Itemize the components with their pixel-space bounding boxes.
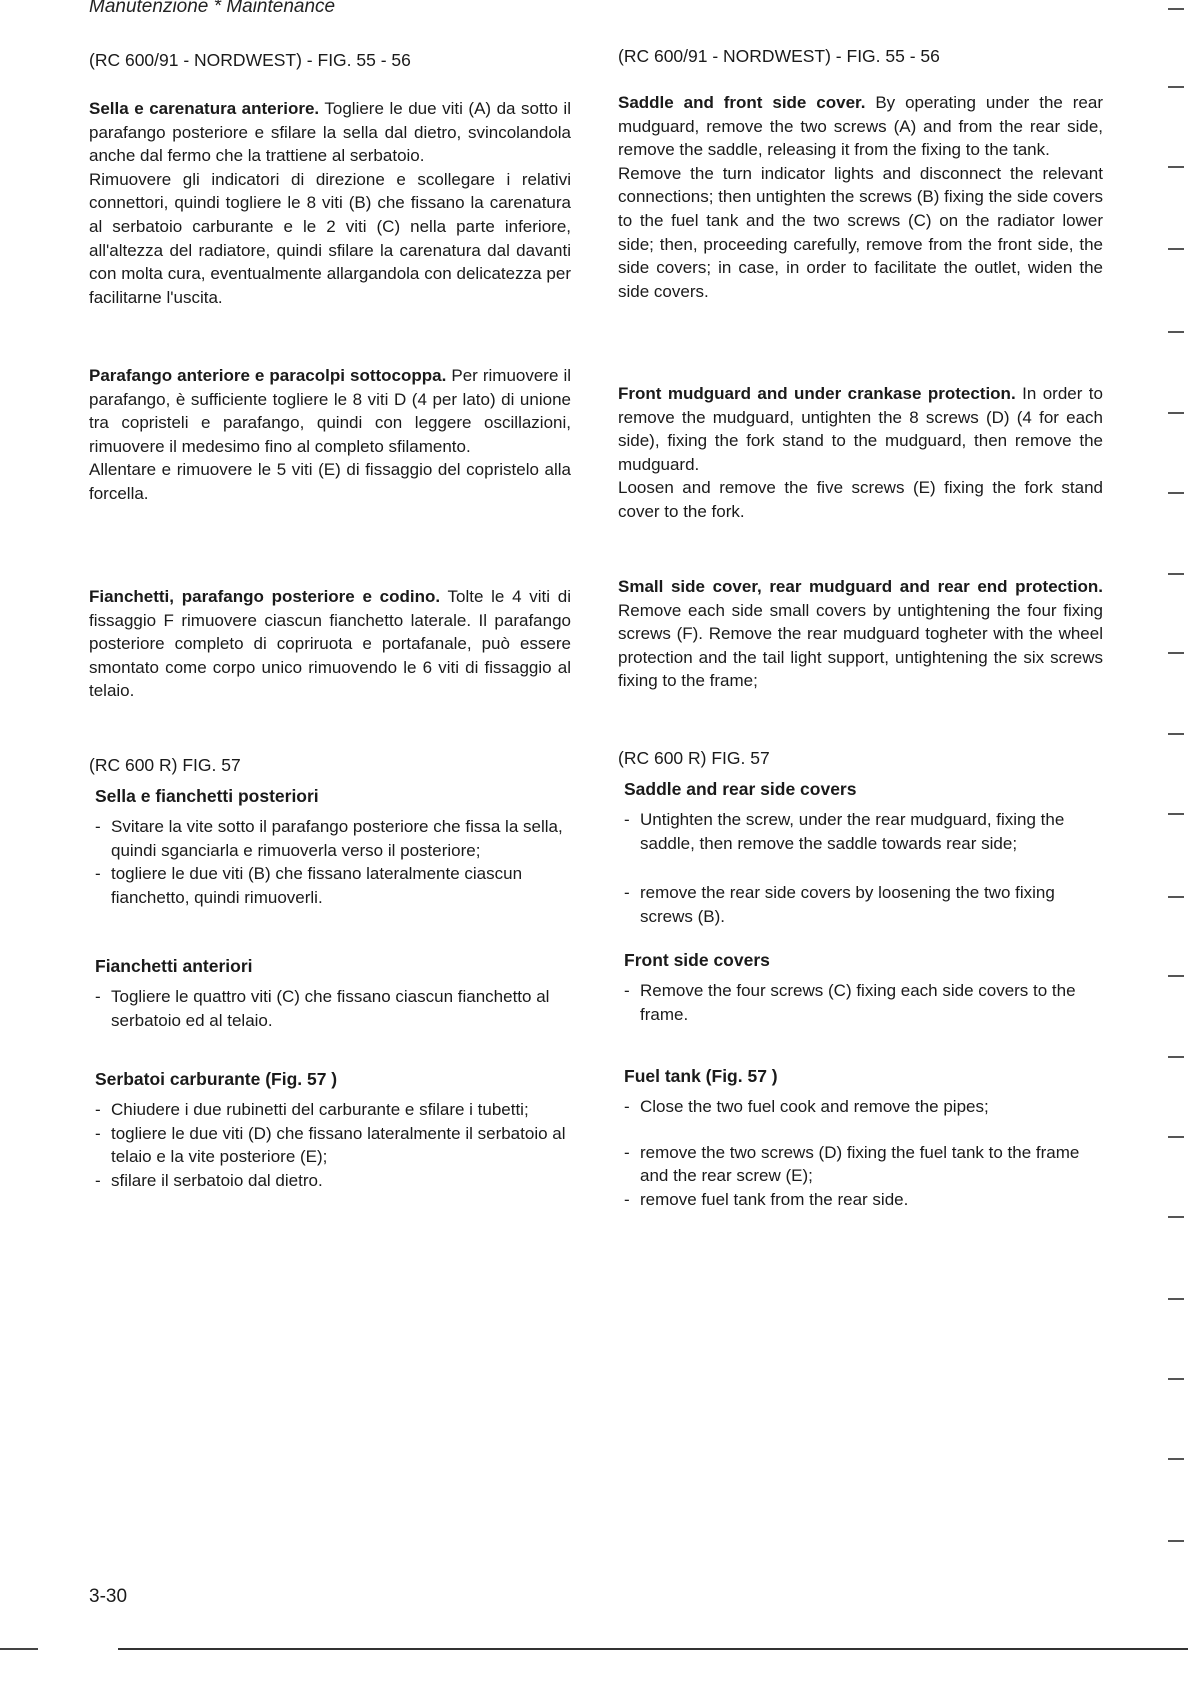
list-item: - sfilare il serbatoio dal dietro.: [93, 1169, 571, 1193]
paragraph-side-covers: Fianchetti, parafango posteriore e codino. Tolte le 4 viti di fissaggio F rimuovere ciascun fianchetto laterale. Il parafango posteriore completo di copriruota e portafanale, può essere smontato come corpo unico rimuovendo le 6 viti di fissaggio al telaio.: [89, 587, 571, 701]
section-heading: (RC 600/91 - NORDWEST) - FIG. 55 - 56: [618, 46, 940, 66]
list-item: - Close the two fuel cook and remove the pipes;: [622, 1095, 1103, 1119]
page-number: 3-30: [89, 1586, 128, 1607]
list-item: - Remove the four screws (C) fixing each side covers to the frame.: [622, 979, 1103, 1026]
subsection-title: Serbatoi carburante (Fig. 57 ): [95, 1069, 338, 1089]
list-item: - Svitare la vite sotto il parafango posteriore che fissa la sella, quindi sganciarla e rimuoverla verso il posteriore;: [93, 815, 571, 862]
margin-mark: [1168, 733, 1184, 735]
margin-mark: [1168, 1216, 1184, 1218]
paragraph-title: Fianchetti, parafango posteriore e codino.: [89, 587, 441, 606]
subsection-front-covers: [89, 954, 571, 1032]
section-heading: (RC 600/91 - NORDWEST) - FIG. 55 - 56: [89, 50, 411, 70]
paragraph-title: Small side cover, rear mudguard and rear end protection.: [618, 577, 1103, 596]
list-item: - Chiudere i due rubinetti del carburante e sfilare i tubetti;: [93, 1098, 571, 1122]
margin-mark: [1168, 86, 1184, 88]
paragraph-title: Front mudguard and under crankase protection.: [618, 384, 1016, 403]
list-item: - Untighten the screw, under the rear mudguard, fixing the saddle, then remove the saddle towards rear side;: [622, 808, 1103, 855]
margin-mark: [1168, 1540, 1184, 1542]
margin-mark: [1168, 896, 1184, 898]
margin-mark: [1168, 1136, 1184, 1138]
subsection-title: Sella e fianchetti posteriori: [95, 786, 319, 806]
subsection-fuel-tank: [89, 1067, 571, 1192]
margin-mark: [1168, 166, 1184, 168]
section-heading-rc600r: (RC 600 R) FIG. 57: [89, 755, 241, 775]
subsection-front-covers: [618, 948, 1103, 1026]
list-item: - remove the rear side covers by loosening the two fixing screws (B).: [622, 881, 1103, 928]
paragraph-title: Parafango anteriore e paracolpi sottocoppa.: [89, 366, 447, 385]
instruction-list: [89, 1098, 571, 1192]
margin-mark: [1168, 1056, 1184, 1058]
instruction-list: [89, 985, 571, 1032]
bottom-rule: [118, 1648, 1188, 1650]
subsection-saddle-rear: [89, 784, 571, 909]
margin-mark: [1168, 1378, 1184, 1380]
corner-mark: [0, 1648, 38, 1650]
margin-mark: [1168, 813, 1184, 815]
list-item: - togliere le due viti (B) che fissano lateralmente ciascun fianchetto, quindi rimuoverli.: [93, 862, 571, 909]
instruction-list: [618, 808, 1103, 928]
margin-mark: [1168, 412, 1184, 414]
margin-mark: [1168, 1458, 1184, 1460]
subsection-saddle-rear: [618, 777, 1103, 928]
paragraph-side-covers: Small side cover, rear mudguard and rear end protection. Remove each side small covers by untightening the four fixing screws (F). Remove the rear mudguard togheter with the wheel protection and the tail light support, untightening the six screws fixing to the frame;: [618, 577, 1103, 691]
margin-mark: [1168, 492, 1184, 494]
section-heading-rc600r: (RC 600 R) FIG. 57: [618, 748, 770, 768]
margin-mark: [1168, 331, 1184, 333]
paragraph-title: Saddle and front side cover.: [618, 93, 866, 112]
instruction-list: [89, 815, 571, 909]
paragraph-front-mudguard: Front mudguard and under crankase protection. In order to remove the mudguard, untighten the 8 screws (D) (4 for each side), fixing the fork stand to the mudguard, then remove the mudguard. Loosen and remove the five screws (E) fixing the fork stand cover to the fork.: [618, 384, 1103, 521]
instruction-list: [618, 1095, 1103, 1211]
subsection-title: Front side covers: [624, 950, 770, 970]
subsection-title: Fianchetti anteriori: [95, 956, 253, 976]
paragraph-front-mudguard: Parafango anteriore e paracolpi sottocoppa. Per rimuovere il parafango, è sufficiente togliere le 8 viti D (4 per lato) di unione tra copristeli e parafango, quindi con leggere oscillazioni, rimuovere il medesimo fino al completo sfilamento. Allentare e rimuovere le 5 viti (E) di fissaggio del copristelo alla forcella.: [89, 366, 571, 503]
list-item: - togliere le due viti (D) che fissano lateralmente il serbatoio al telaio e la vite posteriore (E);: [93, 1122, 571, 1169]
subsection-fuel-tank: [618, 1064, 1103, 1211]
margin-mark: [1168, 975, 1184, 977]
list-item: - Togliere le quattro viti (C) che fissano ciascun fianchetto al serbatoio ed al telaio.: [93, 985, 571, 1032]
margin-mark: [1168, 573, 1184, 575]
margin-mark: [1168, 248, 1184, 250]
paragraph-saddle-front-cover: Saddle and front side cover. By operating under the rear mudguard, remove the two screws (A) and from the rear side, remove the saddle, releasing it from the fixing to the tank. Remove the turn indicator lights and disconnect the relevant connections; then untighten the screws (B) fixing the side covers to the fuel tank and the two screws (C) on the radiator lower side; then, proceeding carefully, remove from the front side, the side covers; in case, in order to facilitate the outlet, widen the side covers.: [618, 93, 1104, 301]
running-header: Manutenzione * Maintenance: [89, 0, 336, 17]
paragraph-saddle-fairing: Sella e carenatura anteriore. Togliere le due viti (A) da sotto il parafango posteriore e sfilare la sella dal dietro, svincolandola anche dal fermo che la trattiene al serbatoio. Rimuovere gli indicatori di direzione e scollegare i relativi connettori, quindi togliere le 8 viti (B) che fissano la carenatura al serbatoio carburante e le 2 viti (C) nella parte inferiore, all'altezza del radiatore, quindi sfilare la carenatura dal davanti con molta cura, eventualmente allargandola con delicatezza per facilitarne l'uscita.: [89, 99, 571, 307]
margin-mark: [1168, 8, 1184, 10]
list-item: - remove fuel tank from the rear side.: [622, 1188, 1103, 1212]
list-item: - remove the two screws (D) fixing the fuel tank to the frame and the rear screw (E);: [622, 1141, 1103, 1188]
subsection-title: Saddle and rear side covers: [624, 779, 857, 799]
paragraph-title: Sella e carenatura anteriore.: [89, 99, 320, 118]
subsection-title: Fuel tank (Fig. 57 ): [624, 1066, 778, 1086]
margin-mark: [1168, 652, 1184, 654]
instruction-list: [618, 979, 1103, 1026]
margin-mark: [1168, 1298, 1184, 1300]
